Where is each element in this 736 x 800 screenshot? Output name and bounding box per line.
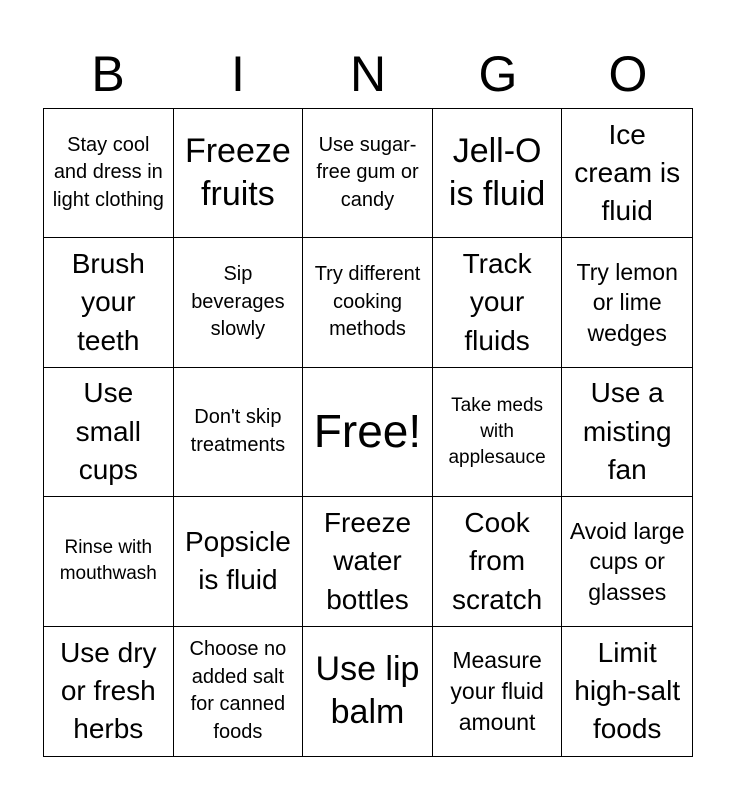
bingo-cell[interactable] — [303, 109, 433, 238]
bingo-cell[interactable] — [433, 368, 563, 497]
bingo-cell[interactable] — [174, 109, 304, 238]
cell-text: Sip beverages slowly — [191, 263, 285, 341]
cell-text: Use sugar-free gum or candy — [316, 133, 419, 211]
cell-text: Freeze fruits — [184, 131, 291, 214]
bingo-cell[interactable] — [562, 497, 692, 626]
cell-text: Freeze water bottles — [323, 506, 412, 615]
bingo-cell[interactable] — [433, 627, 563, 756]
bingo-cell[interactable] — [44, 109, 174, 238]
bingo-cell[interactable] — [562, 238, 692, 367]
cell-text: Use lip balm — [315, 649, 420, 732]
bingo-header — [43, 40, 693, 108]
bingo-cell[interactable] — [44, 368, 174, 497]
cell-text: Avoid large cups or glasses — [569, 517, 685, 605]
cell-text: Take meds with applesauce — [448, 394, 546, 468]
bingo-cell[interactable] — [433, 497, 563, 626]
cell-text: Try lemon or lime wedges — [576, 258, 678, 346]
bingo-cell[interactable] — [303, 627, 433, 756]
bingo-cell[interactable] — [433, 238, 563, 367]
cell-text: Limit high-salt foods — [574, 636, 681, 745]
cell-text: Popsicle is fluid — [184, 526, 291, 596]
bingo-cell[interactable] — [44, 238, 174, 367]
bingo-cell[interactable] — [303, 497, 433, 626]
cell-text: Jell-O is fluid — [448, 131, 546, 214]
header-letter-b: B — [91, 46, 125, 102]
bingo-cell[interactable] — [174, 368, 304, 497]
cell-text: Try different cooking methods — [314, 263, 421, 341]
bingo-cell[interactable] — [44, 627, 174, 756]
cell-text: Use small cups — [75, 377, 141, 486]
bingo-cell[interactable] — [44, 497, 174, 626]
header-letter-i: I — [231, 46, 245, 102]
cell-text: Ice cream is fluid — [574, 118, 681, 227]
bingo-cell[interactable] — [174, 238, 304, 367]
cell-text: Use a misting fan — [582, 377, 672, 486]
header-letter-g: G — [478, 46, 518, 102]
bingo-cell[interactable] — [562, 627, 692, 756]
cell-text: Rinse with mouthwash — [59, 537, 157, 585]
cell-text: Don't skip treatments — [190, 406, 286, 456]
bingo-cell[interactable] — [562, 109, 692, 238]
bingo-cell[interactable] — [433, 109, 563, 238]
header-letter-o: O — [608, 46, 648, 102]
free-space-label: Free! — [313, 405, 422, 458]
bingo-cell[interactable] — [303, 238, 433, 367]
bingo-cell[interactable] — [174, 627, 304, 756]
cell-text: Choose no added salt for canned foods — [189, 638, 287, 743]
header-letter-n: N — [349, 46, 387, 102]
bingo-board — [43, 108, 693, 757]
cell-text: Measure your fluid amount — [450, 647, 544, 735]
cell-text: Brush your teeth — [71, 248, 145, 356]
cell-text: Track your fluids — [462, 248, 532, 356]
bingo-cell[interactable] — [562, 368, 692, 497]
bingo-cell[interactable] — [174, 497, 304, 626]
cell-text: Cook from scratch — [451, 506, 543, 615]
cell-text: Use dry or fresh herbs — [60, 636, 157, 745]
free-space[interactable] — [303, 368, 433, 497]
cell-text: Stay cool and dress in light clothing — [52, 133, 164, 211]
